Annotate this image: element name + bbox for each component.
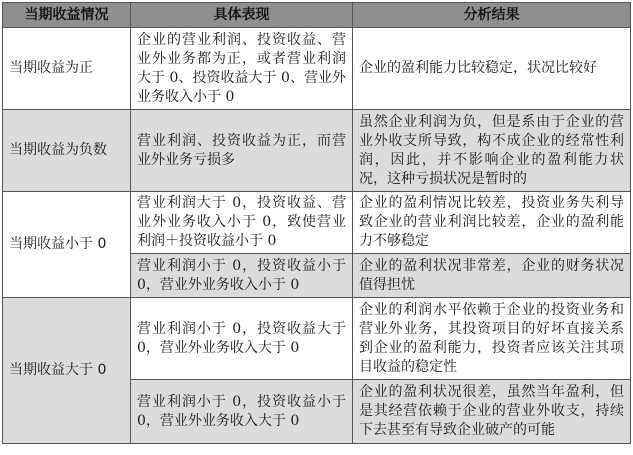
table-row	[3, 110, 631, 192]
header-income-status: 当期收益情况	[3, 3, 131, 28]
performance-cell: 营业利润小于 0，投资收益大于 0，营业外业务收入大于 0	[131, 298, 353, 380]
analysis-cell: 企业的盈利能力比较稳定，状况比较好	[353, 28, 631, 110]
analysis-cell: 企业的盈利情况比较差，投资业务失利导致企业的营业利润比较差，企业的盈利能力不够稳定	[353, 192, 631, 254]
analysis-cell: 企业的盈利状况很差，虽然当年盈利，但是其经营依赖于企业的营业外收支，持续下去甚至有导致企业破产的可能	[353, 380, 631, 444]
performance-cell: 企业的营业利润、投资收益、营业外业务都为正，或者营业利润大于 0、投资收益大于 0、营业外业务收入小于 0	[131, 28, 353, 110]
header-row	[3, 3, 631, 28]
table-row	[3, 28, 631, 110]
category-cell: 当期收益为正	[3, 28, 131, 110]
table-container	[2, 2, 630, 444]
category-cell: 当期收益大于 0	[3, 298, 131, 444]
performance-cell: 营业利润小于 0，投资收益小于 0，营业外业务收入小于 0	[131, 254, 353, 298]
analysis-cell: 企业的利润水平依赖于企业的投资业务和营业外业务，其投资项目的好坏直接关系到企业的盈利能力，投资者应该关注其项目收益的稳定性	[353, 298, 631, 380]
category-cell: 当期收益为负数	[3, 110, 131, 192]
analysis-cell: 虽然企业利润为负，但是系由于企业的营业外收支所导致，构不成企业的经常性利润，因此，并不影响企业的盈利能力状况，这种亏损状况是暂时的	[353, 110, 631, 192]
header-analysis: 分析结果	[353, 3, 631, 28]
table-row	[3, 192, 631, 254]
performance-cell: 营业利润小于 0，投资收益小于 0，营业外业务收入大于 0	[131, 380, 353, 444]
table-row	[3, 298, 631, 380]
performance-cell: 营业利润、投资收益为正，而营业外业务亏损多	[131, 110, 353, 192]
income-analysis-table	[2, 2, 631, 444]
analysis-cell: 企业的盈利状况非常差，企业的财务状况值得担忧	[353, 254, 631, 298]
header-performance: 具体表现	[131, 3, 353, 28]
category-cell: 当期收益小于 0	[3, 192, 131, 298]
performance-cell: 营业利润大于 0，投资收益、营业外业务收入小于 0，致使营业利润＋投资收益小于 0	[131, 192, 353, 254]
